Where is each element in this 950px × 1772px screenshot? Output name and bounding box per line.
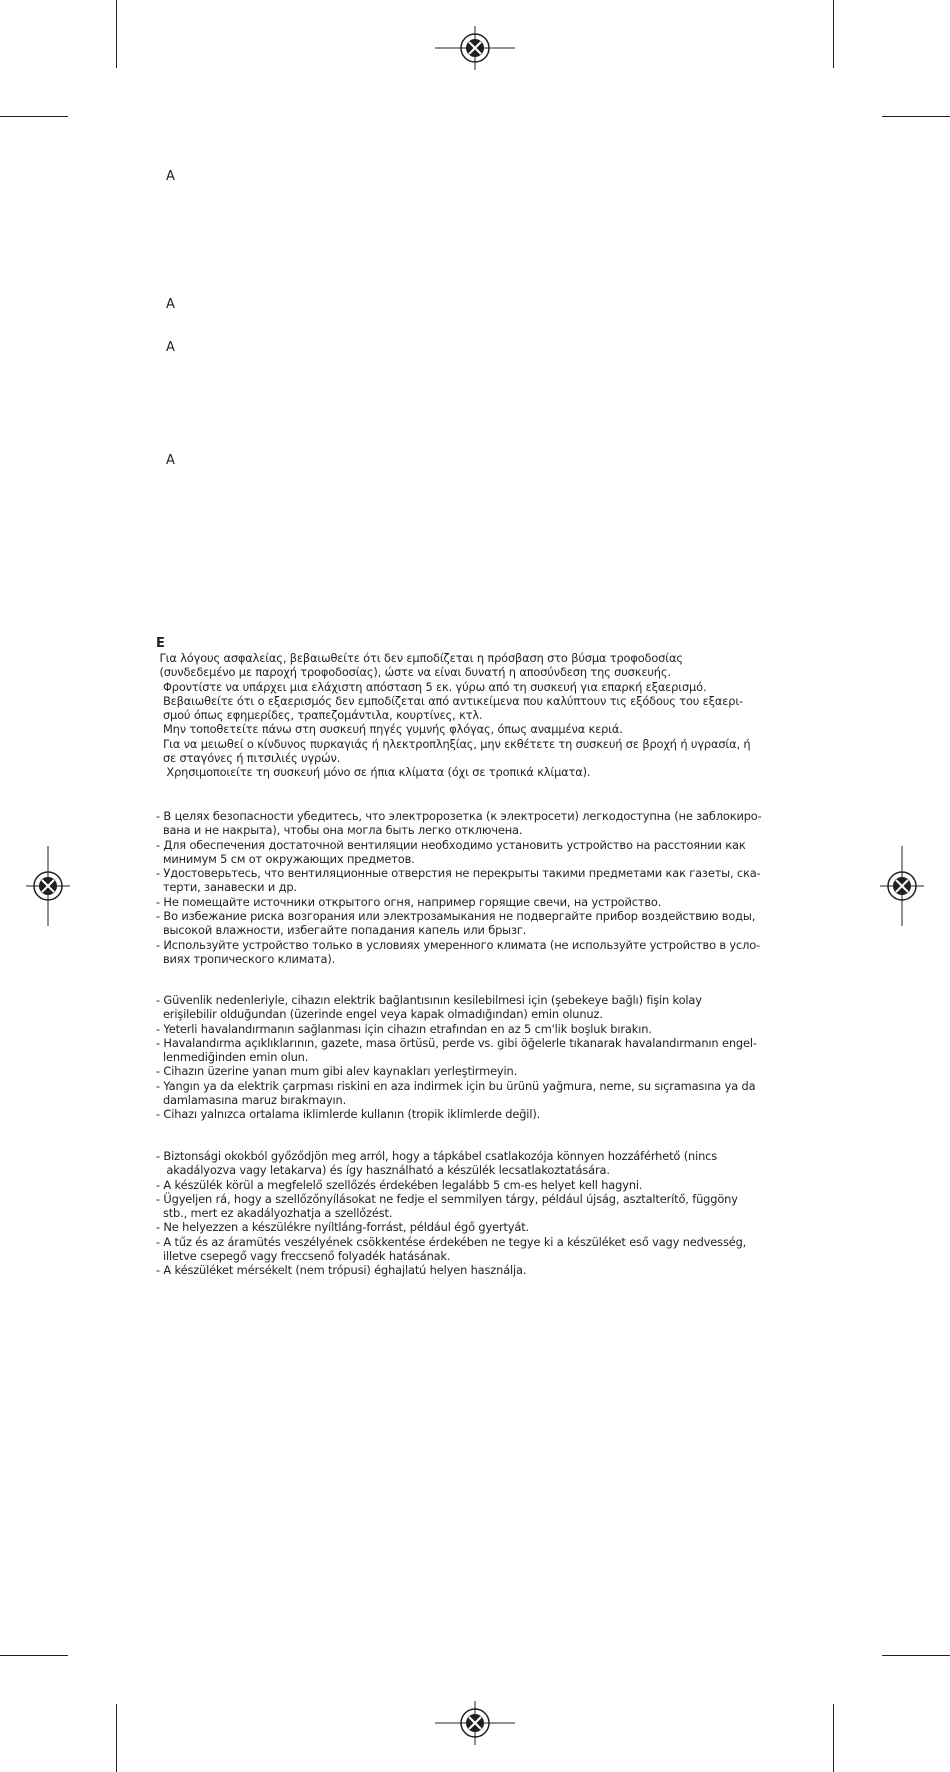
text-line: illetve csepegő vagy freccsenő folyadék hatásának. (156, 1249, 451, 1264)
section-marker: A (166, 453, 175, 468)
crop-mark-top-right-horizontal (882, 116, 950, 117)
crop-mark-bottom-left-vertical (116, 1704, 117, 1772)
text-line: Για λόγους ασφαλείας, βεβαιωθείτε ότι δεν εμποδίζεται η πρόσβαση στο βύσμα τροφοδοσίας (156, 651, 683, 665)
text-line: вана и не накрыта), чтобы она могла быть легко отключена. (156, 823, 523, 838)
text-line: - Ne helyezzen a készülékre nyíltláng-forrást, például égő gyertyát. (156, 1220, 529, 1235)
section-letter: E (156, 636, 165, 651)
text-line: - A készüléket mérsékelt (nem trópusi) éghajlatú helyen használja. (156, 1263, 527, 1278)
text-line: Φροντίστε να υπάρχει μια ελάχιστη απόσταση 5 εκ. γύρω από τη συσκευή για επαρκή εξαερισμό. (156, 679, 707, 694)
crop-mark-bottom-right-horizontal (882, 1655, 950, 1656)
crop-mark-bottom-right-vertical (833, 1704, 834, 1772)
text-line: - Biztonsági okokból győződjön meg arról, hogy a tápkábel csatlakozója könnyen hozzáférhető (nincs (156, 1149, 718, 1163)
crop-mark-top-left-vertical (116, 0, 117, 68)
text-line: - A tűz és az áramütés veszélyének csökkentése érdekében ne tegye ki a készüléket eső vagy nedvesség, (156, 1234, 747, 1249)
registration-mark-top (435, 8, 515, 88)
text-line: - Cihazı yalnızca ortalama iklimlerde kullanın (tropik iklimlerde değil). (156, 1107, 541, 1122)
text-line: минимум 5 см от окружающих предметов. (156, 851, 415, 866)
text-line: σε σταγόνες ή πιτσιλιές υγρών. (156, 751, 341, 766)
text-line: виях тропического климата). (156, 951, 336, 966)
text-line: - Ügyeljen rá, hogy a szellőzőnyílásokat ne fedje el semmilyen tárgy, például újság, asztalterítő, függöny (156, 1191, 738, 1206)
text-line: - Удостоверьтесь, что вентиляционные отверстия не перекрыты такими предметами как газеты, ска- (156, 866, 761, 881)
text-line: - Cihazın üzerine yanan mum gibi alev kaynakları yerleştirmeyin. (156, 1064, 518, 1079)
section-marker: A (166, 169, 175, 184)
crop-mark-top-right-vertical (833, 0, 834, 68)
registration-mark-left (8, 846, 88, 926)
crop-mark-top-left-horizontal (0, 116, 68, 117)
greek-safety-text (156, 651, 796, 780)
registration-mark-right (862, 846, 942, 926)
text-line: lenmediğinden emin olun. (156, 1050, 309, 1065)
text-line: damlamasına maruz bırakmayın. (156, 1093, 347, 1108)
text-line: - Yeterli havalandırmanın sağlanması için cihazın etrafından en az 5 cm'lik boşluk bırakın. (156, 1021, 652, 1036)
text-line: - A készülék körül a megfelelő szellőzés érdekében legalább 5 cm-es helyet kell hagyni. (156, 1177, 643, 1192)
section-marker: A (166, 340, 175, 355)
text-line: Για να μειωθεί ο κίνδυνος πυρκαγιάς ή ηλεκτροπληξίας, μην εκθέτετε τη συσκευή σε βροχή ή υγρασία, ή (156, 736, 751, 751)
russian-safety-text (156, 809, 796, 966)
text-line: Μην τοποθετείτε πάνω στη συσκευή πηγές γυμνής φλόγας, όπως αναμμένα κεριά. (156, 722, 623, 737)
text-line: Βεβαιωθείτε ότι ο εξαερισμός δεν εμποδίζεται από αντικείμενα που καλύπτουν τις εξόδους του εξαερι- (156, 693, 743, 708)
text-line: - Yangın ya da elektrik çarpması riskini en aza indirmek için bu ürünü yağmura, neme, su sıçramasına ya da (156, 1078, 756, 1093)
text-line: - Güvenlik nedenleriyle, cihazın elektrik bağlantısının kesilebilmesi için (şebekeye bağlı) fişin kolay (156, 993, 702, 1007)
turkish-safety-text (156, 993, 796, 1122)
text-line: (συνδεδεμένο με παροχή τροφοδοσίας), ώστε να είναι δυνατή η αποσύνδεση της συσκευής. (156, 665, 671, 680)
text-line: терти, занавески и др. (156, 880, 297, 895)
text-line: высокой влажности, избегайте попадания капель или брызг. (156, 923, 527, 938)
text-line: Χρησιμοποιείτε τη συσκευή μόνο σε ήπια κλίματα (όχι σε τροπικά κλίματα). (156, 765, 591, 780)
text-line: - Не помещайте источники открытого огня, например горящие свечи, на устройство. (156, 894, 662, 909)
section-marker: A (166, 297, 175, 312)
crop-mark-bottom-left-horizontal (0, 1655, 68, 1656)
text-line: stb., mert ez akadályozhatja a szellőzést. (156, 1206, 393, 1221)
text-line: erişilebilir olduğundan (üzerinde engel veya kapak olmadığından) emin olunuz. (156, 1007, 603, 1022)
hungarian-safety-text (156, 1149, 796, 1278)
text-line: - Используйте устройство только в условиях умеренного климата (не используйте устройство в усло- (156, 937, 761, 952)
text-line: - Во избежание риска возгорания или электрозамыкания не подвергайте прибор воздействию воды, (156, 909, 756, 924)
text-line: σμού όπως εφημερίδες, τραπεζομάντιλα, κουρτίνες, κτλ. (156, 708, 483, 723)
registration-mark-bottom (435, 1683, 515, 1763)
text-line: - В целях безопасности убедитесь, что электророзетка (к электросети) легкодоступна (не заблокиро- (156, 809, 762, 823)
text-line: akadályozva vagy letakarva) és így használható a készülék lecsatlakoztatására. (156, 1163, 610, 1178)
text-line: - Havalandırma açıklıklarının, gazete, masa örtüsü, perde vs. gibi öğelerle tıkanarak havalandırmanın engel- (156, 1035, 757, 1050)
text-line: - Для обеспечения достаточной вентиляции необходимо установить устройство на расстоянии как (156, 837, 746, 852)
